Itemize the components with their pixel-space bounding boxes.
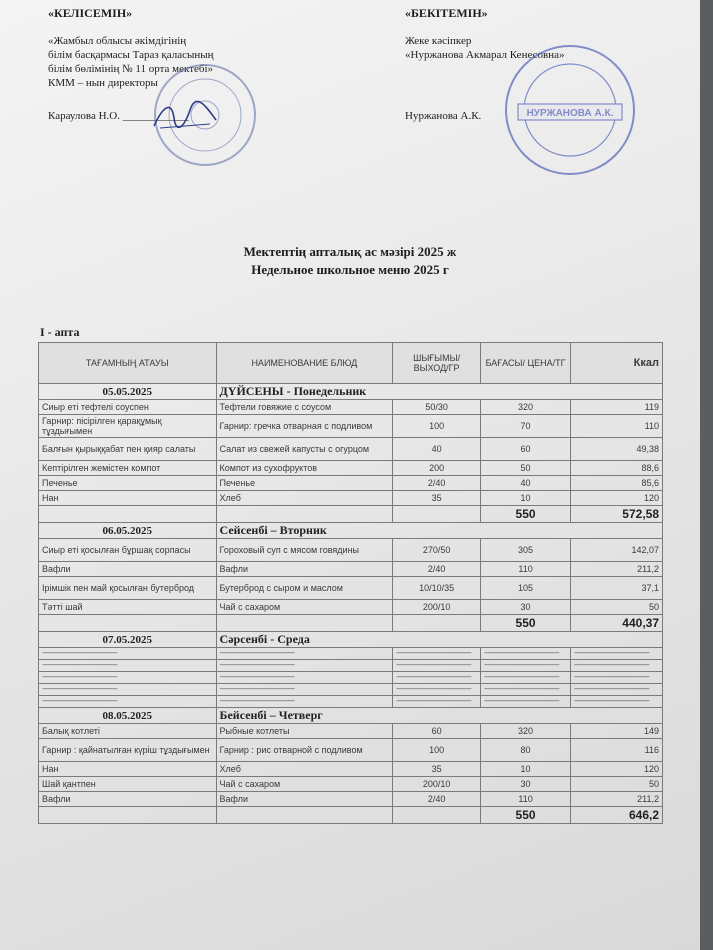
col-header: БАҒАСЫ/ ЦЕНА/ТГ — [481, 343, 571, 384]
title-ru: Недельное школьное меню 2025 г — [251, 262, 449, 277]
approval-signer: Нуржанова А.К. — [405, 110, 482, 122]
table-row: Печенье Печенье 2/40 40 85,6 — [39, 476, 663, 491]
approval-title: «БЕКІТЕМІН» — [405, 6, 488, 20]
day-name: Сәрсенбі - Среда — [216, 632, 662, 648]
empty-row: -------------------------------------------------------- -------------------------------------------------------- -------------------------------------------------------- -------------------------------------------------------- -------------------------------------------------------- — [39, 648, 663, 660]
agreement-line: КММ – нын директоры — [48, 77, 158, 89]
total-row: 550 646,2 — [39, 807, 663, 824]
total-row: 550 440,37 — [39, 615, 663, 632]
empty-row: -------------------------------------------------------- -------------------------------------------------------- -------------------------------------------------------- -------------------------------------------------------- -------------------------------------------------------- — [39, 672, 663, 684]
day-date: 08.05.2025 — [39, 708, 217, 724]
day-name: ДҮЙСЕНЫ - Понедельник — [216, 384, 662, 400]
table-row: Балғын қырыққабат пен қияр салаты Салат из свежей капусты с огурцом 40 60 49,38 — [39, 438, 663, 461]
empty-row: -------------------------------------------------------- -------------------------------------------------------- -------------------------------------------------------- -------------------------------------------------------- -------------------------------------------------------- — [39, 696, 663, 708]
day-row — [39, 632, 663, 648]
agreement-signer: Караулова Н.О. ____________ — [48, 110, 189, 122]
day-date: 07.05.2025 — [39, 632, 217, 648]
table-row: Шай қантпен Чай с сахаром 200/10 30 50 — [39, 777, 663, 792]
table-row: Сиыр еті тефтелі соуспен Тефтели говяжие с соусом 50/30 320 119 — [39, 400, 663, 415]
approval-line: «Нуржанова Акмарал Кенесовна» — [405, 49, 565, 61]
empty-row: -------------------------------------------------------- -------------------------------------------------------- -------------------------------------------------------- -------------------------------------------------------- -------------------------------------------------------- — [39, 660, 663, 672]
title-kz: Мектептің апталық ас мәзірі 2025 ж — [243, 244, 457, 259]
agreement-title: «КЕЛІСЕМІН» — [48, 6, 133, 20]
table-row: Сиыр еті қосылған бұршақ сорпасы Гороховый суп с мясом говядины 270/50 305 142,07 — [39, 539, 663, 562]
table-row: Ірімшік пен май қосылған бутерброд Бутерброд с сыром и маслом 10/10/35 105 37,1 — [39, 577, 663, 600]
day-name: Сейсенбі – Вторник — [216, 523, 662, 539]
menu-table — [38, 342, 663, 824]
table-row: Вафли Вафли 2/40 110 211,2 — [39, 562, 663, 577]
table-row: Тәтті шай Чай с сахаром 200/10 30 50 — [39, 600, 663, 615]
col-header: НАИМЕНОВАНИЕ БЛЮД — [216, 343, 393, 384]
table-row: Гарнир : қайнатылған күріш тұздығымен Гарнир : рис отварной с подливом 100 80 116 — [39, 739, 663, 762]
agreement-line: «Жамбыл облысы әкімдігінің — [48, 35, 187, 47]
day-row — [39, 384, 663, 400]
table-row: Нан Хлеб 35 10 120 — [39, 491, 663, 506]
table-row: Балық котлеті Рыбные котлеты 60 320 149 — [39, 724, 663, 739]
day-date: 06.05.2025 — [39, 523, 217, 539]
svg-text:НУРЖАНОВА А.К.: НУРЖАНОВА А.К. — [526, 108, 614, 119]
table-row: Вафли Вафли 2/40 110 211,2 — [39, 792, 663, 807]
table-row: Нан Хлеб 35 10 120 — [39, 762, 663, 777]
col-header: ТАҒАМНЫҢ АТАУЫ — [39, 343, 217, 384]
total-row: 550 572,58 — [39, 506, 663, 523]
week-label: I - апта — [40, 325, 80, 339]
col-header: Ккал — [571, 343, 663, 384]
day-row — [39, 708, 663, 724]
day-row — [39, 523, 663, 539]
agreement-line: білім бөлімінің № 11 орта мектебі» — [48, 63, 214, 75]
agreement-line: білім басқармасы Тараз қаласының — [48, 49, 214, 61]
table-row: Кептірілген жемістен компот Компот из сухофруктов 200 50 88,6 — [39, 461, 663, 476]
col-header: ШЫҒЫМЫ/ ВЫХОД/ГР — [393, 343, 481, 384]
approval-line: Жеке кәсіпкер — [405, 35, 472, 47]
signature-icon — [150, 98, 220, 134]
entrepreneur-stamp-icon — [500, 40, 640, 180]
day-name: Бейсенбі – Четверг — [216, 708, 662, 724]
day-date: 05.05.2025 — [39, 384, 217, 400]
empty-row: -------------------------------------------------------- -------------------------------------------------------- -------------------------------------------------------- -------------------------------------------------------- -------------------------------------------------------- — [39, 684, 663, 696]
table-row: Гарнир: пісірілген қарақұмық тұздығымен Гарнир: гречка отварная с подливом 100 70 110 — [39, 415, 663, 438]
